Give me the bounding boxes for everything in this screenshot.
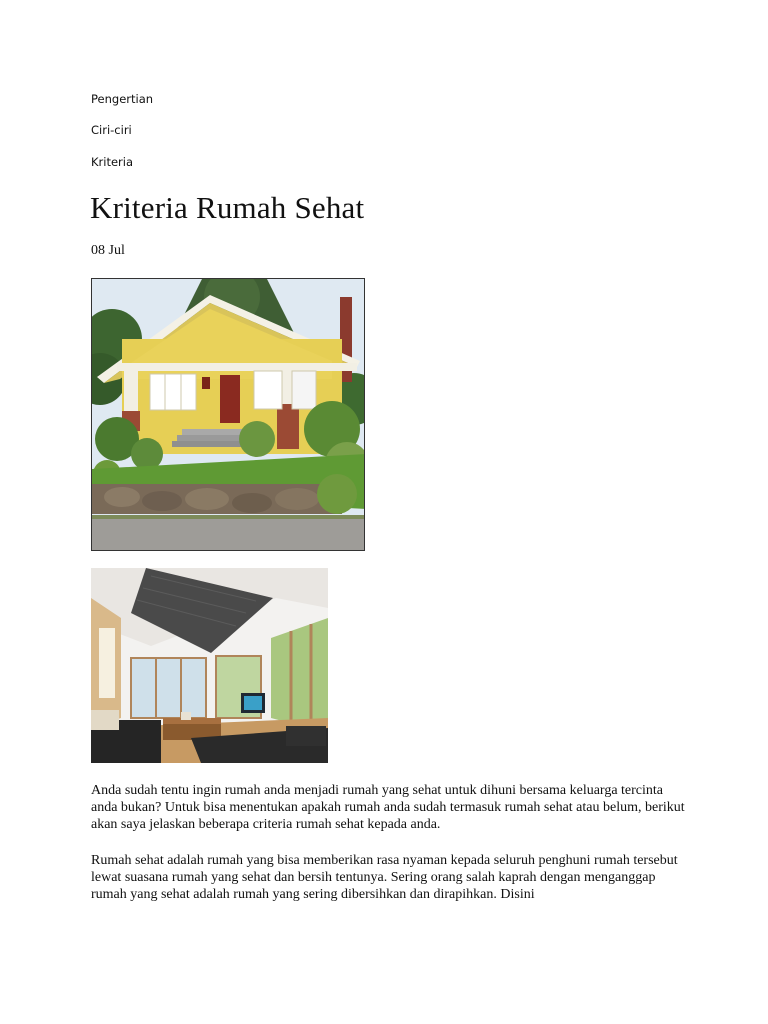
nav-link-pengertian[interactable]: Pengertian [91,92,154,106]
nav-link-kriteria[interactable]: Kriteria [91,155,134,169]
article-paragraph-2: Rumah sehat adalah rumah yang bisa memberikan rasa nyaman kepada seluruh penghuni rumah tersebut lewat suasana rumah yang sehat dan bersih tentunya. Sering orang salah kaprah dengan menganggap rumah yang sehat adalah rumah yang sering dibersihkan dan dirapihkan. Disini [91,853,678,902]
interior-photo [91,568,328,763]
nav-link-ciri-ciri[interactable]: Ciri-ciri [91,123,132,137]
article-title: Kriteria Rumah Sehat [90,190,365,225]
article-paragraph-1: Anda sudah tentu ingin rumah anda menjadi rumah yang sehat untuk dihuni bersama keluarga tercinta anda bukan? Untuk bisa menentukan apakah rumah anda sudah termasuk rumah sehat atau belum, berikut akan saya jelaskan beberapa criteria rumah sehat kepada anda. [91,783,685,832]
house-photo [91,278,365,551]
article-date: 08 Jul [91,243,125,258]
